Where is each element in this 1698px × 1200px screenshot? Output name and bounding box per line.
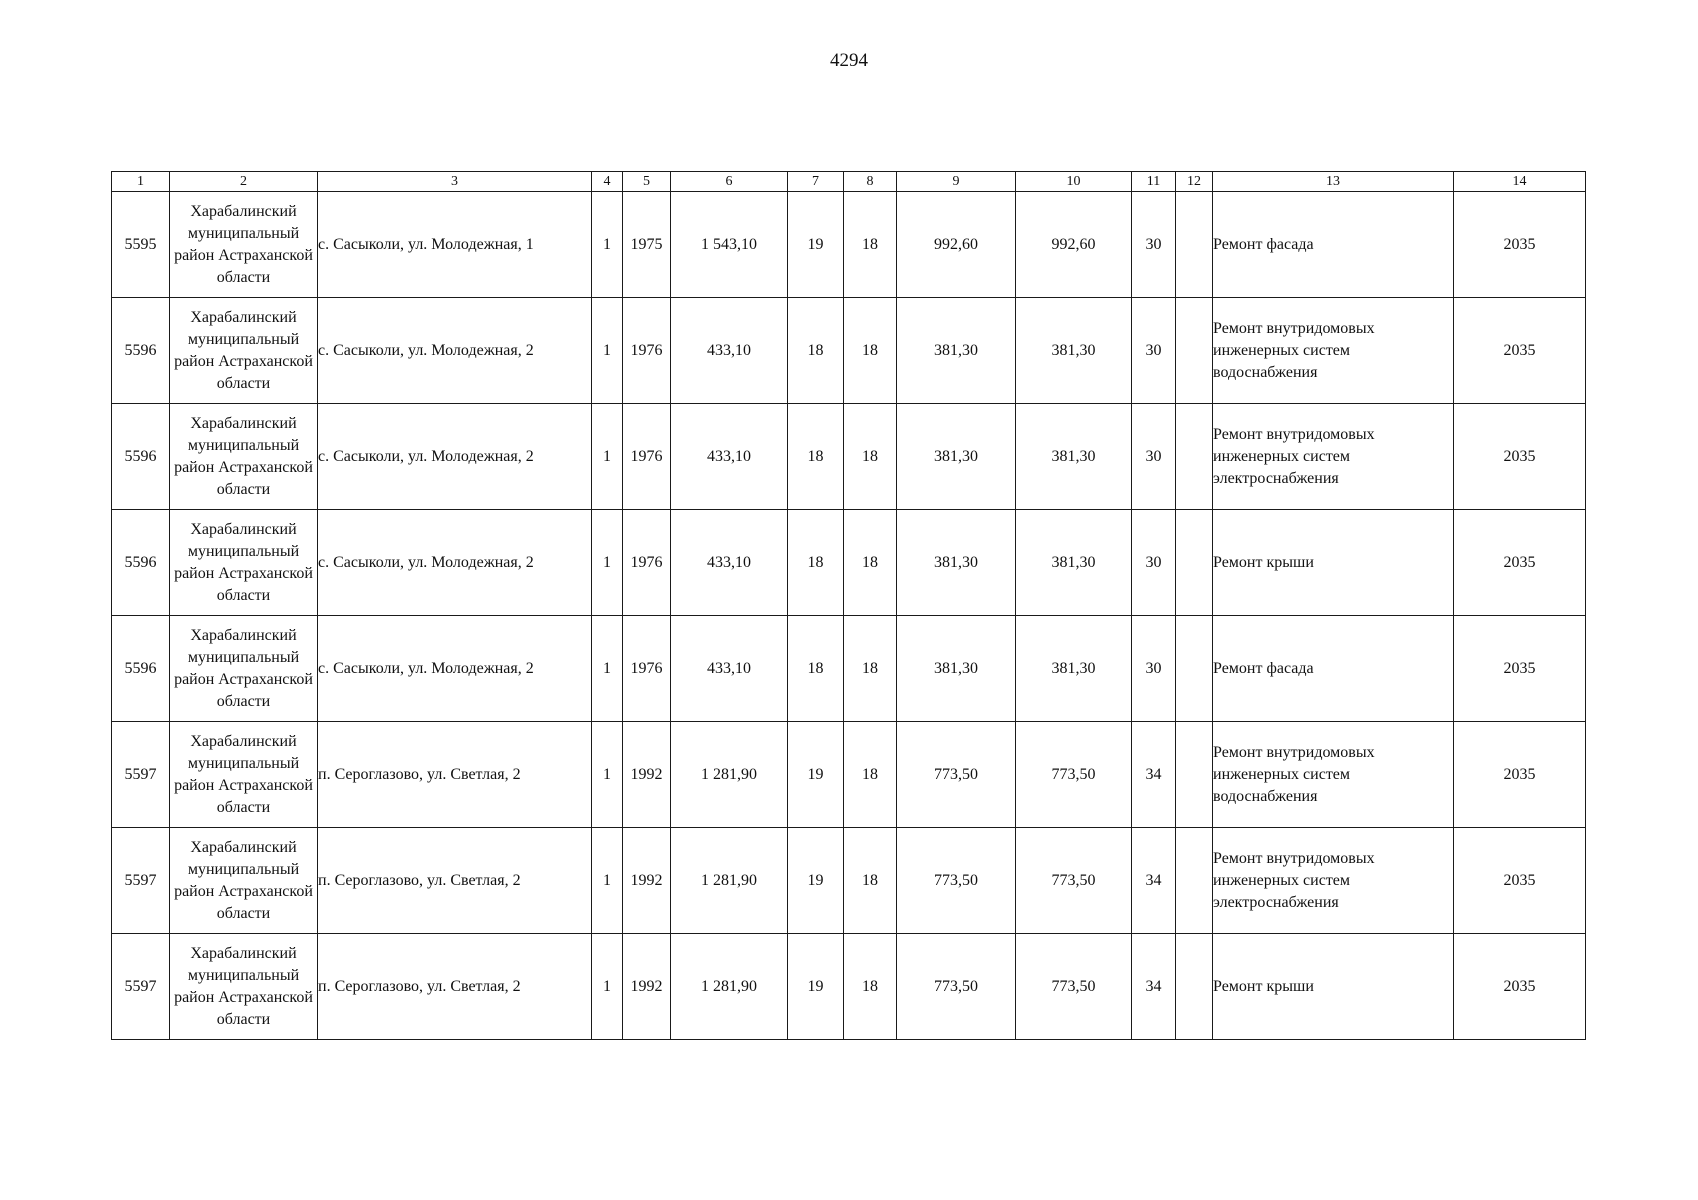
column-header: 1 [112,172,170,192]
col8-cell: 18 [844,404,897,510]
year-cell: 1976 [623,298,671,404]
address-cell: п. Сероглазово, ул. Светлая, 2 [318,722,592,828]
col7-cell: 19 [788,934,844,1040]
work-type-cell: Ремонт фасада [1213,192,1454,298]
col4-cell: 1 [592,404,623,510]
col12-cell [1176,616,1213,722]
column-header: 4 [592,172,623,192]
col7-cell: 18 [788,298,844,404]
col11-cell: 30 [1132,404,1176,510]
district-cell: Харабалинский муниципальный район Астраханской области [170,404,318,510]
column-header: 11 [1132,172,1176,192]
address-cell: п. Сероглазово, ул. Светлая, 2 [318,934,592,1040]
address-cell: с. Сасыколи, ул. Молодежная, 2 [318,298,592,404]
work-type-cell: Ремонт крыши [1213,934,1454,1040]
total-area-cell: 1 281,90 [671,828,788,934]
table-row [112,934,1586,1040]
table-row [112,192,1586,298]
row-number-cell: 5597 [112,934,170,1040]
table-row [112,616,1586,722]
district-cell: Харабалинский муниципальный район Астраханской области [170,298,318,404]
area-cell: 773,50 [897,722,1016,828]
col7-cell: 19 [788,828,844,934]
col12-cell [1176,722,1213,828]
total-area-cell: 1 543,10 [671,192,788,298]
col7-cell: 19 [788,192,844,298]
address-cell: с. Сасыколи, ул. Молодежная, 2 [318,510,592,616]
row-number-cell: 5596 [112,616,170,722]
column-header: 14 [1454,172,1586,192]
column-number-row [112,172,1586,192]
total-area-cell: 1 281,90 [671,722,788,828]
planned-year-cell: 2035 [1454,510,1586,616]
year-cell: 1976 [623,616,671,722]
area-cell: 773,50 [897,934,1016,1040]
table-row [112,722,1586,828]
col8-cell: 18 [844,934,897,1040]
residential-area-cell: 381,30 [1016,616,1132,722]
planned-year-cell: 2035 [1454,722,1586,828]
work-type-cell: Ремонт крыши [1213,510,1454,616]
col4-cell: 1 [592,616,623,722]
col12-cell [1176,192,1213,298]
total-area-cell: 1 281,90 [671,934,788,1040]
column-header: 13 [1213,172,1454,192]
page-number: 4294 [830,50,868,71]
district-cell: Харабалинский муниципальный район Астраханской области [170,722,318,828]
col12-cell [1176,828,1213,934]
area-cell: 381,30 [897,298,1016,404]
column-header: 10 [1016,172,1132,192]
col4-cell: 1 [592,192,623,298]
planned-year-cell: 2035 [1454,934,1586,1040]
col12-cell [1176,510,1213,616]
planned-year-cell: 2035 [1454,404,1586,510]
col11-cell: 34 [1132,828,1176,934]
work-type-cell: Ремонт фасада [1213,616,1454,722]
district-cell: Харабалинский муниципальный район Астраханской области [170,616,318,722]
district-cell: Харабалинский муниципальный район Астраханской области [170,192,318,298]
column-header: 6 [671,172,788,192]
column-header: 8 [844,172,897,192]
col11-cell: 30 [1132,510,1176,616]
planned-year-cell: 2035 [1454,192,1586,298]
column-header: 9 [897,172,1016,192]
residential-area-cell: 381,30 [1016,298,1132,404]
col11-cell: 34 [1132,934,1176,1040]
col8-cell: 18 [844,722,897,828]
residential-area-cell: 992,60 [1016,192,1132,298]
planned-year-cell: 2035 [1454,616,1586,722]
column-header: 2 [170,172,318,192]
column-header: 7 [788,172,844,192]
area-cell: 773,50 [897,828,1016,934]
col11-cell: 34 [1132,722,1176,828]
col7-cell: 18 [788,616,844,722]
area-cell: 381,30 [897,404,1016,510]
total-area-cell: 433,10 [671,616,788,722]
col12-cell [1176,934,1213,1040]
residential-area-cell: 381,30 [1016,510,1132,616]
col11-cell: 30 [1132,298,1176,404]
col4-cell: 1 [592,510,623,616]
year-cell: 1976 [623,510,671,616]
work-type-cell: Ремонт внутридомовых инженерных систем электроснабжения [1213,404,1454,510]
col8-cell: 18 [844,298,897,404]
row-number-cell: 5597 [112,828,170,934]
work-type-cell: Ремонт внутридомовых инженерных систем водоснабжения [1213,722,1454,828]
total-area-cell: 433,10 [671,298,788,404]
area-cell: 992,60 [897,192,1016,298]
capital-repair-table [111,171,1586,1040]
col8-cell: 18 [844,616,897,722]
row-number-cell: 5597 [112,722,170,828]
col7-cell: 18 [788,404,844,510]
col11-cell: 30 [1132,616,1176,722]
col12-cell [1176,404,1213,510]
col8-cell: 18 [844,510,897,616]
col12-cell [1176,298,1213,404]
col4-cell: 1 [592,934,623,1040]
col4-cell: 1 [592,828,623,934]
work-type-cell: Ремонт внутридомовых инженерных систем водоснабжения [1213,298,1454,404]
col11-cell: 30 [1132,192,1176,298]
district-cell: Харабалинский муниципальный район Астраханской области [170,934,318,1040]
table-row [112,404,1586,510]
address-cell: с. Сасыколи, ул. Молодежная, 1 [318,192,592,298]
year-cell: 1992 [623,828,671,934]
table-row [112,510,1586,616]
col7-cell: 18 [788,510,844,616]
planned-year-cell: 2035 [1454,828,1586,934]
year-cell: 1976 [623,404,671,510]
row-number-cell: 5596 [112,298,170,404]
row-number-cell: 5596 [112,510,170,616]
residential-area-cell: 773,50 [1016,722,1132,828]
table-row [112,298,1586,404]
address-cell: с. Сасыколи, ул. Молодежная, 2 [318,404,592,510]
area-cell: 381,30 [897,616,1016,722]
area-cell: 381,30 [897,510,1016,616]
row-number-cell: 5595 [112,192,170,298]
residential-area-cell: 773,50 [1016,934,1132,1040]
residential-area-cell: 773,50 [1016,828,1132,934]
col8-cell: 18 [844,828,897,934]
district-cell: Харабалинский муниципальный район Астраханской области [170,510,318,616]
address-cell: с. Сасыколи, ул. Молодежная, 2 [318,616,592,722]
column-header: 3 [318,172,592,192]
table-row [112,828,1586,934]
col4-cell: 1 [592,722,623,828]
district-cell: Харабалинский муниципальный район Астраханской области [170,828,318,934]
row-number-cell: 5596 [112,404,170,510]
total-area-cell: 433,10 [671,404,788,510]
planned-year-cell: 2035 [1454,298,1586,404]
address-cell: п. Сероглазово, ул. Светлая, 2 [318,828,592,934]
residential-area-cell: 381,30 [1016,404,1132,510]
year-cell: 1975 [623,192,671,298]
col4-cell: 1 [592,298,623,404]
column-header: 5 [623,172,671,192]
col8-cell: 18 [844,192,897,298]
column-header: 12 [1176,172,1213,192]
col7-cell: 19 [788,722,844,828]
year-cell: 1992 [623,722,671,828]
work-type-cell: Ремонт внутридомовых инженерных систем электроснабжения [1213,828,1454,934]
total-area-cell: 433,10 [671,510,788,616]
year-cell: 1992 [623,934,671,1040]
